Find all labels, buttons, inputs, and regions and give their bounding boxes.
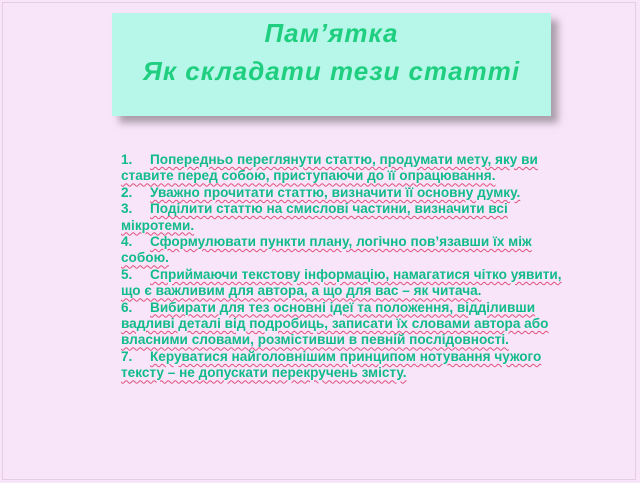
item-text: Керуватися найголовнішим принципом нотування чужого тексту – не допускати перекручень змісту.: [121, 348, 542, 381]
item-number: 3.: [121, 201, 133, 217]
memo-item-2: [121, 185, 567, 201]
title-box: [112, 13, 551, 116]
item-number: 6.: [121, 299, 133, 315]
item-number: 1.: [121, 152, 133, 167]
memo-item-5: [121, 267, 567, 300]
item-text: Уважно прочитати статтю, визначити її основну думку.: [150, 184, 521, 200]
item-text: Сформулювати пункти плану, логічно пов’язавши їх між собою.: [121, 234, 532, 266]
item-text: Вибирати для тез основні ідеї та положення, відділивши вадливі деталі від подробиць, записати їх словами автора або власними словами, розмістивши в певній послідовності.: [121, 299, 549, 348]
item-number: 5.: [121, 266, 133, 282]
item-text: Поділити статтю на смислові частини, визначити всі мікротеми.: [121, 201, 508, 233]
memo-subtitle: Як складати тези статті: [142, 56, 521, 86]
memo-title: Пам’ятка: [264, 18, 399, 48]
item-number: 7.: [121, 348, 133, 364]
memo-item-3: [121, 201, 567, 234]
item-text: Попередньо переглянути статтю, продумати мету, яку ви ставите перед собою, приступаючи до її опрацювання.: [121, 152, 538, 184]
memo-list: [121, 152, 567, 382]
item-number: 2.: [121, 184, 133, 200]
memo-item-4: [121, 234, 567, 267]
item-number: 4.: [121, 234, 133, 250]
memo-item-6: [121, 300, 567, 349]
item-text: Сприймаючи текстову інформацію, намагатися чітко уявити, що є важливим для автора, а що для вас – як читача.: [121, 266, 562, 299]
memo-item-1: [121, 152, 567, 185]
memo-item-7: [121, 349, 567, 382]
